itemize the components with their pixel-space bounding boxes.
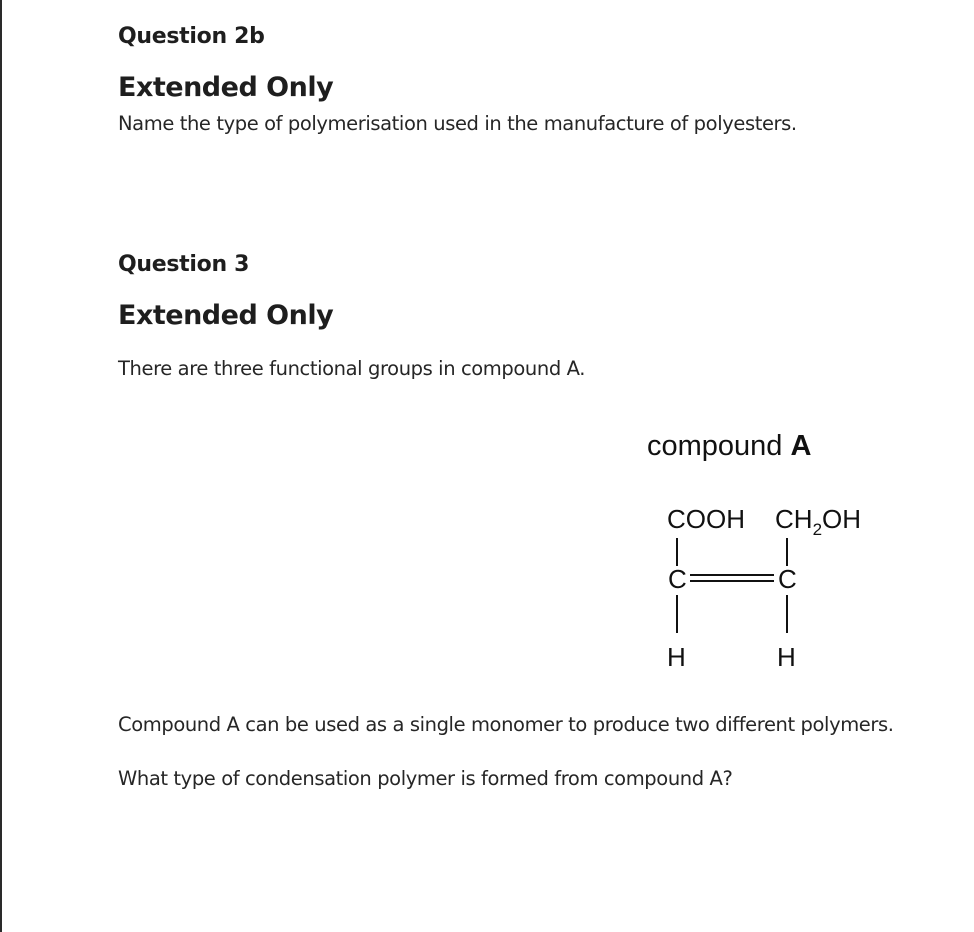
question-3-subtitle: Extended Only (118, 300, 334, 331)
ch2oh-group (775, 504, 861, 539)
compound-a-structure (640, 428, 900, 678)
question-2b-subtitle: Extended Only (118, 72, 334, 103)
question-2b-label: Question 2b (118, 24, 265, 49)
compound-a-figure (640, 428, 900, 678)
question-3-question: What type of condensation polymer is formed from compound A? (118, 767, 733, 790)
subscript-2: 2 (812, 520, 823, 539)
cooh-group: COOH (667, 504, 745, 534)
question-3-intro: There are three functional groups in compound A. (118, 357, 586, 380)
hydrogen-right: H (777, 642, 796, 672)
compound-title-prefix: compound (647, 430, 783, 462)
question-3-statement: Compound A can be used as a single monomer to produce two different polymers. (118, 713, 894, 736)
carbon-right: C (778, 564, 797, 594)
ch-text: CH (775, 504, 813, 534)
question-2b-text: Name the type of polymerisation used in the manufacture of polyesters. (118, 112, 797, 135)
oh-text: OH (822, 504, 862, 534)
question-3-label: Question 3 (118, 252, 250, 277)
page-left-border (0, 0, 2, 932)
carbon-left: C (668, 564, 687, 594)
hydrogen-left: H (667, 642, 686, 672)
compound-title-letter: A (790, 430, 812, 462)
